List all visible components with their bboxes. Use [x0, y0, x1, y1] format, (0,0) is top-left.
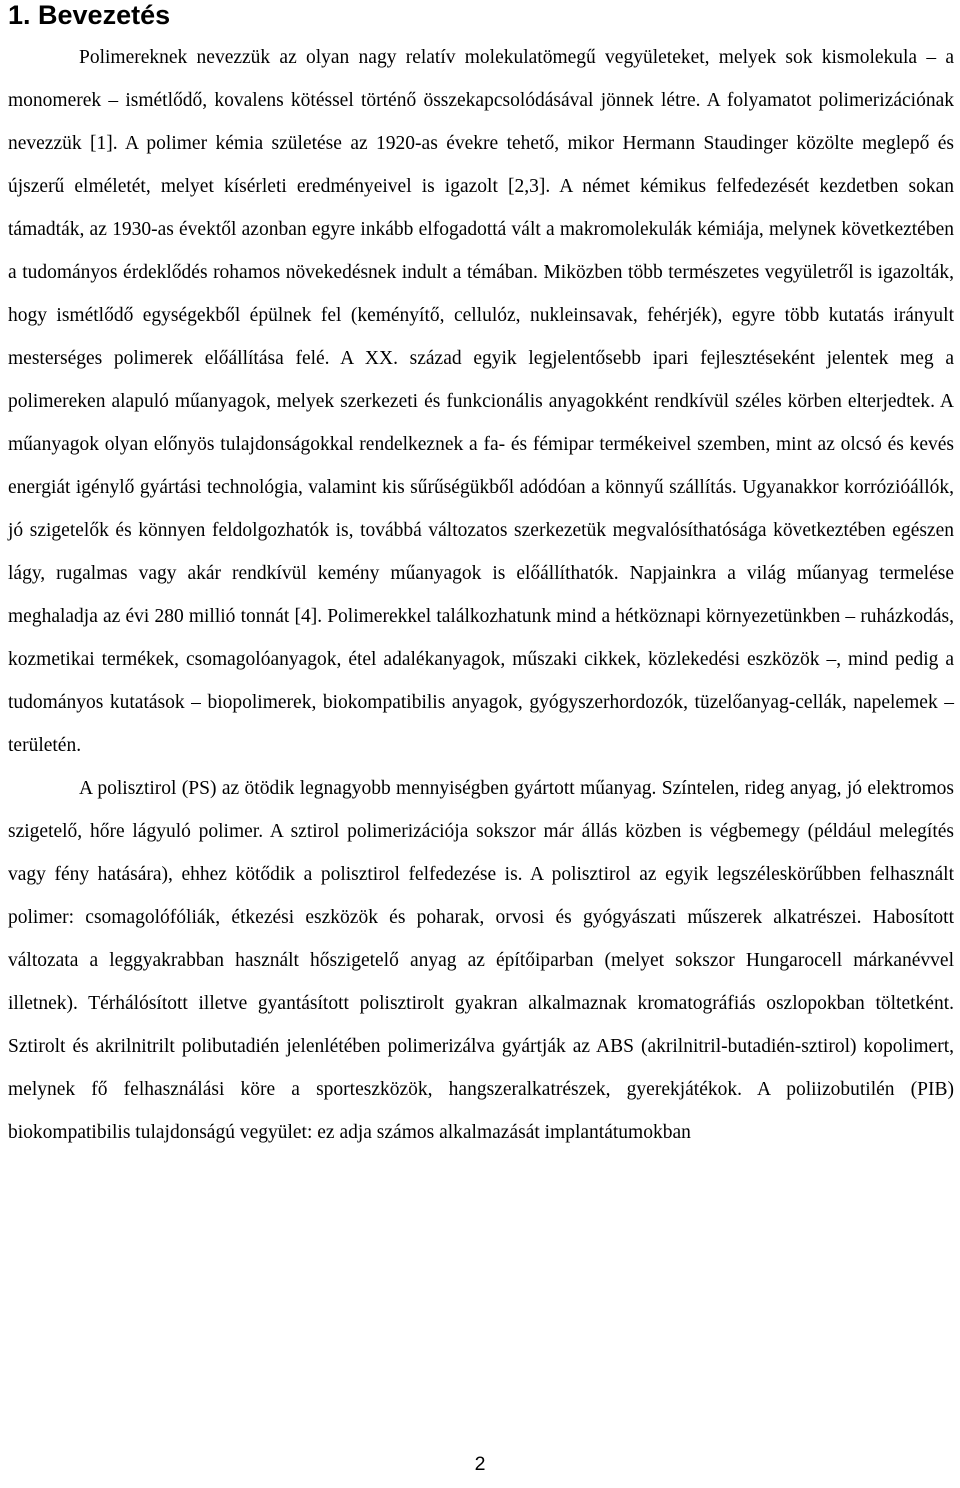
paragraph-introduction: Polimereknek nevezzük az olyan nagy relatív molekulatömegű vegyületeket, melyek sok kismolekula – a monomerek – ismétlődő, kovalens kötéssel történő összekapcsolódásával jönnek létre. A folyamatot polimerizációnak nevezzük [1]. A polimer kémia születése az 1920-as évekre tehető, mikor Hermann Staudinger közölte meglepő és újszerű elméletét, melyet kísérleti eredményeivel is igazolt [2,3]. A német kémikus felfedezését kezdetben sokan támadták, az 1930-as évektől azonban egyre inkább elfogadottá vált a makromolekulák kémiája, melynek következtében a tudományos érdeklődés rohamos növekedésnek indult a témában. Miközben több természetes vegyületről is igazolták, hogy ismétlődő egységekből épülnek fel (keményítő, cellulóz, nukleinsavak, fehérjék), egyre több kutatás irányult mesterséges polimerek előállítása felé. A XX. század egyik legjelentősebb ipari fejlesztéseként jelentek meg a polimereken alapuló műanyagok, melyek szerkezeti és funkcionális anyagokként rendkívül széles körben elterjedtek. A műanyagok olyan előnyös tulajdonságokkal rendelkeznek a fa- és fémipar termékeivel szemben, mint az olcsó és kevés energiát igénylő gyártási technológia, valamint kis sűrűségükből adódóan a könnyű szállítás. Ugyanakkor korrózióállók, jó szigetelők és könnyen feldolgozhatók is, továbbá változatos szerkezetük megvalósíthatósága következtében egészen lágy, rugalmas vagy akár rendkívül kemény műanyagok is előállíthatók. Napjainkra a világ műanyag termelése meghaladja az évi 280 millió tonnát [4]. Polimerekkel találkozhatunk mind a hétköznapi környezetünkben – ruházkodás, kozmetikai termékek, csomagolóanyagok, étel adalékanyagok, műszaki cikkek, közlekedési eszközök –, mind pedig a tudományos kutatások – biopolimerek, biokompatibilis anyagok, gyógyszerhordozók, tüzelőanyag-cellák, napelemek – területén. — [8, 47, 954, 756]
paragraph-polystyrene: A polisztirol (PS) az ötödik legnagyobb mennyiségben gyártott műanyag. Színtelen, rideg anyag, jó elektromos szigetelő, hőre lágyuló polimer. A sztirol polimerizációja sokszor már állás közben is végbemegy (például melegítés vagy fény hatására), ehhez kötődik a polisztirol felfedezése is. A polisztirol az egyik legszéleskörűbben felhasznált polimer: csomagolófóliák, étkezési eszközök és poharak, orvosi és gyógyászati műszerek alkatrészei. Habosított változata a leggyakrabban használt hőszigetelő anyag az építőiparban (melyet sokszor Hungarocell márkanévvel illetnek). Térhálósított illetve gyantásított polisztirolt gyakran alkalmaznak kromatográfiás oszlopokban töltetként. Sztirolt és akrilnitrilt polibutadién jelenlétében polimerizálva gyártják az ABS (akrilnitril-butadién-sztirol) kopolimert, melynek fő felhasználási köre a sporteszközök, hangszeralkatrészek, gyerekjátékok. A poliizobutilén (PIB) biokompatibilis tulajdonságú vegyület: ez adja számos alkalmazását implantátumokban — [8, 778, 954, 1143]
document-page — [8, 0, 954, 1154]
page-number: 2 — [474, 1453, 486, 1475]
section-heading: 1. Bevezetés — [8, 0, 171, 30]
